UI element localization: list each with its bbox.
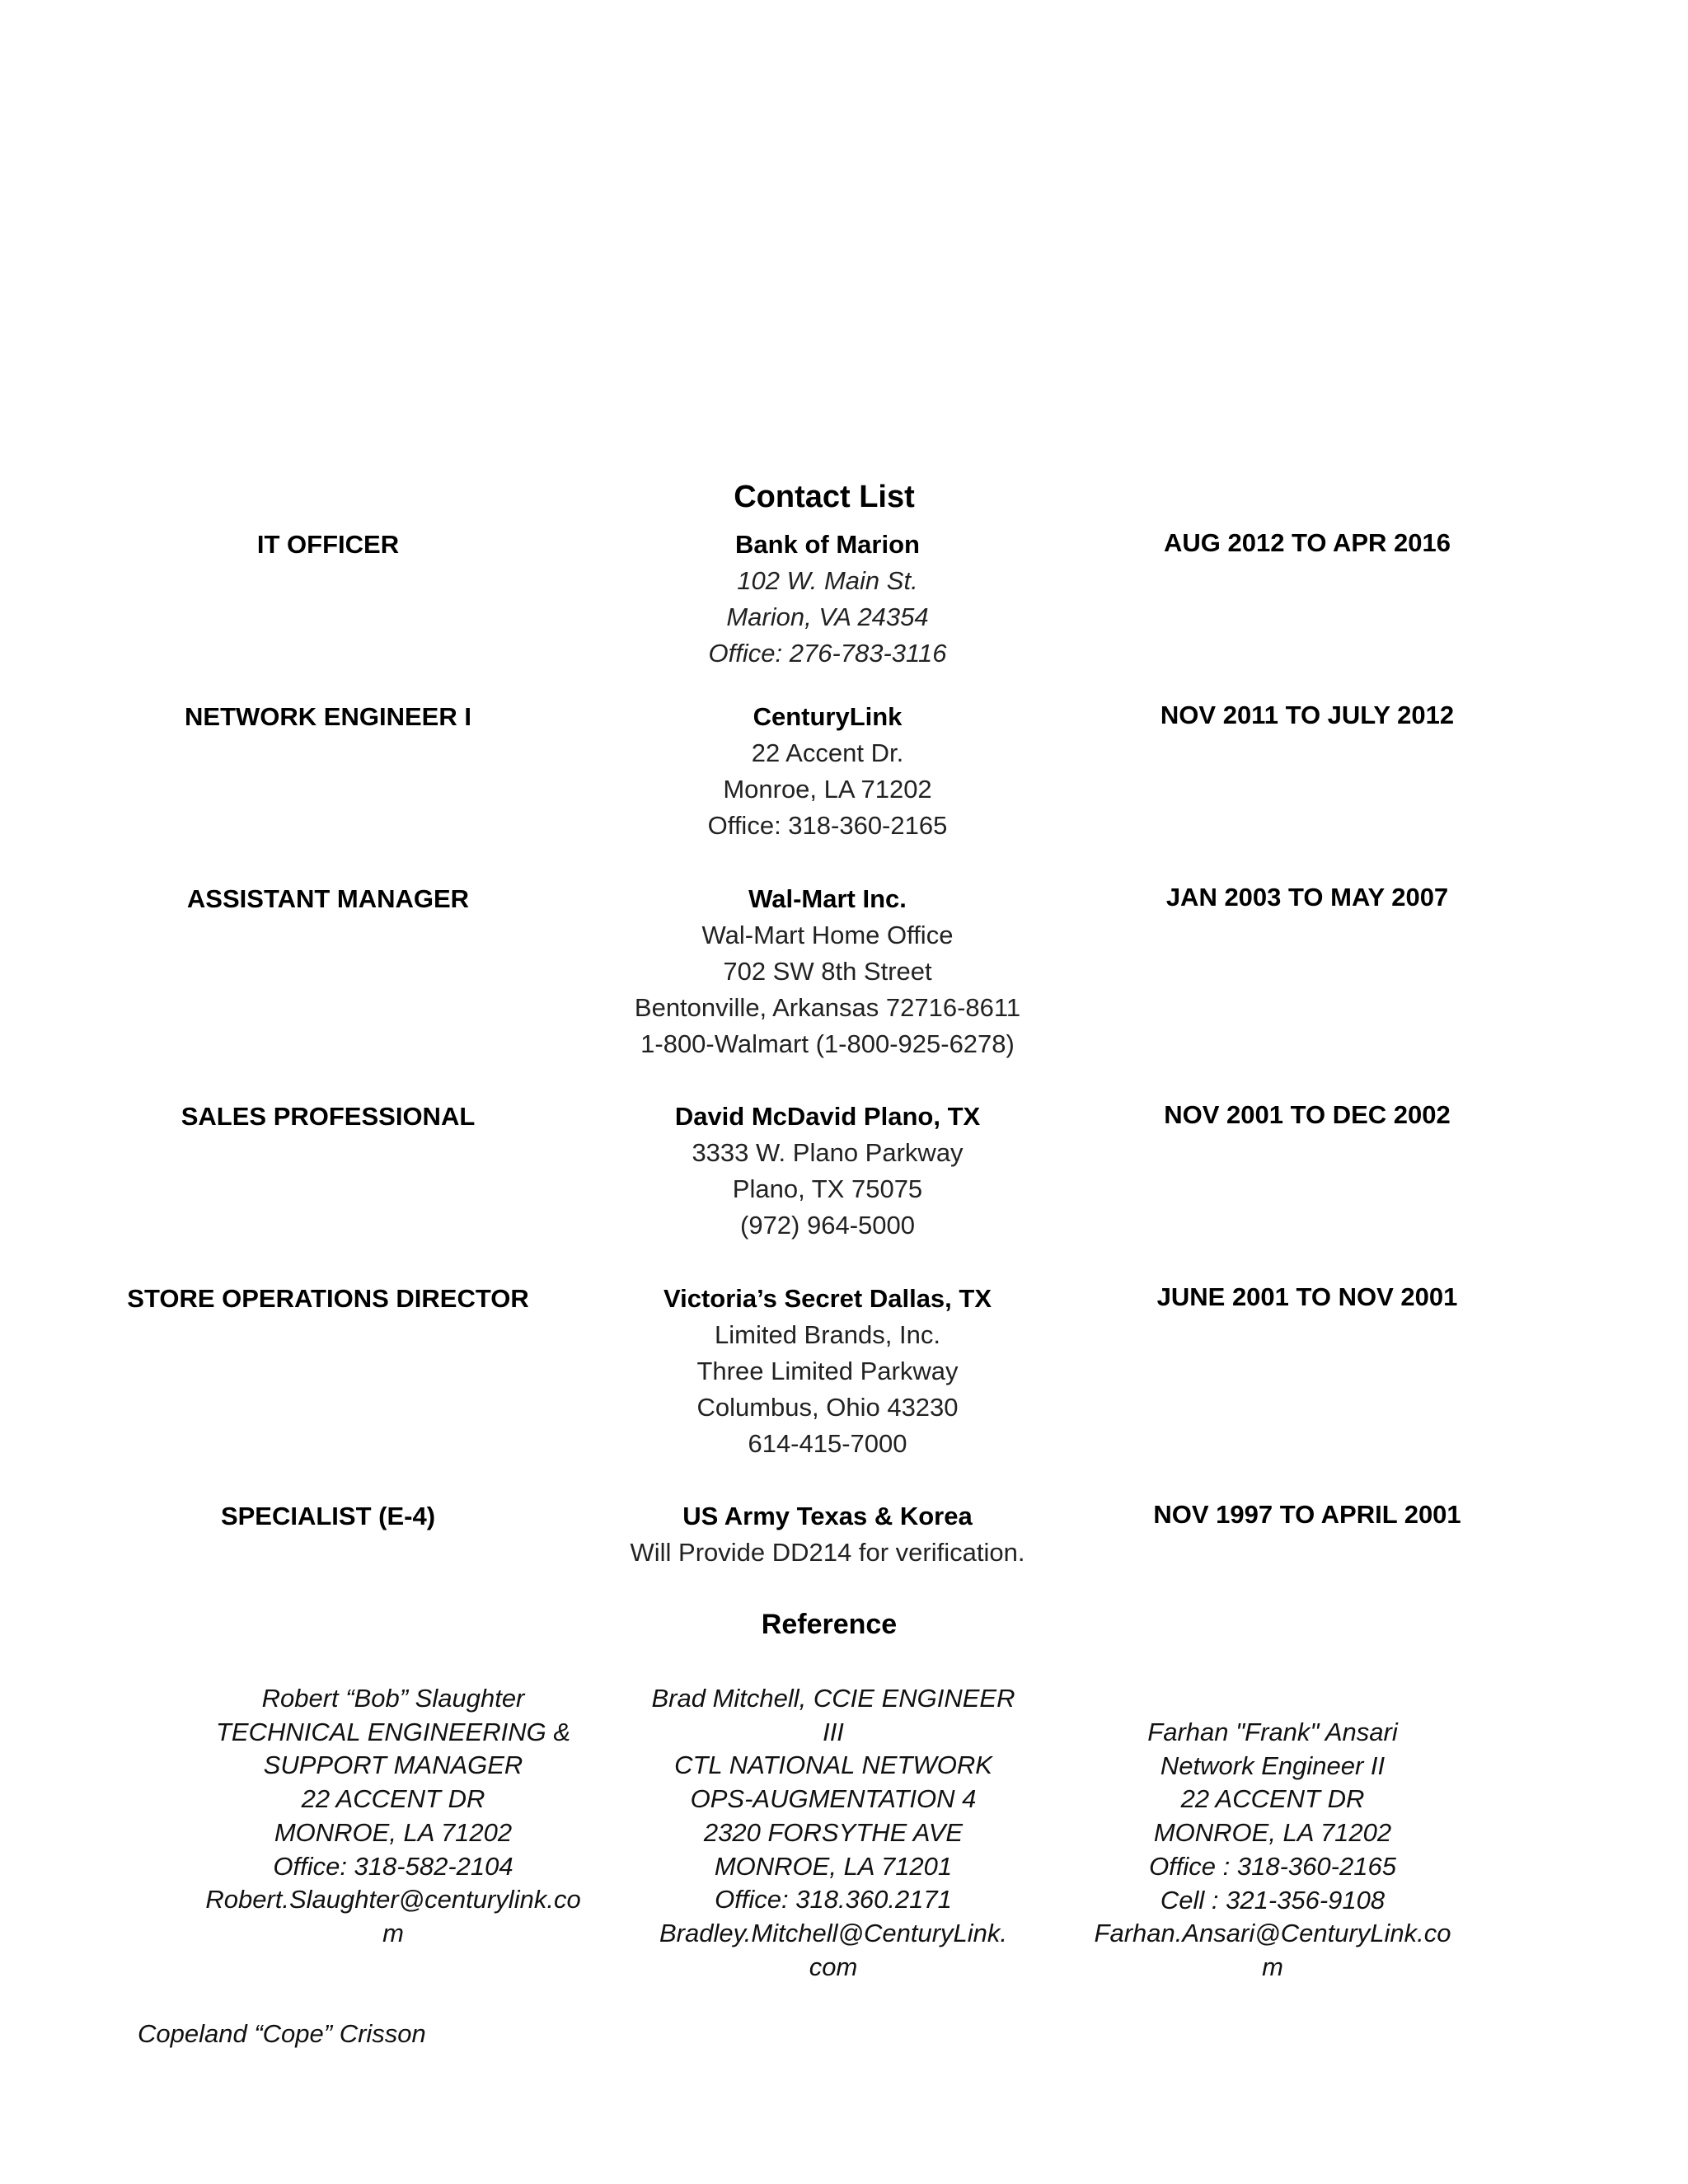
reference-line: Brad Mitchell, CCIE ENGINEER xyxy=(651,1684,1015,1713)
reference-line: TECHNICAL ENGINEERING & xyxy=(215,1717,571,1746)
reference-line: Office: 318.360.2171 xyxy=(715,1885,952,1915)
job-dates: NOV 2001 TO DEC 2002 xyxy=(1164,1100,1451,1129)
job-role: STORE OPERATIONS DIRECTOR xyxy=(127,1284,529,1313)
reference-line: CTL NATIONAL NETWORK xyxy=(674,1750,992,1780)
employer-address-line: Will Provide DD214 for verification. xyxy=(630,1538,1025,1567)
employer-address-line: 22 Accent Dr. xyxy=(751,738,904,767)
employer-name: Bank of Marion xyxy=(735,530,920,559)
employer-address-line: Columbus, Ohio 43230 xyxy=(696,1393,959,1422)
employer-block xyxy=(675,1099,980,1244)
employer-name: US Army Texas & Korea xyxy=(682,1502,973,1530)
contact-list-title: Contact List xyxy=(734,480,915,514)
reference-line: m xyxy=(382,1918,404,1947)
employer-name: CenturyLink xyxy=(753,702,903,731)
employer-block xyxy=(708,699,948,844)
employer-address-line: Marion, VA 24354 xyxy=(726,602,929,631)
job-role: NETWORK ENGINEER I xyxy=(185,702,471,731)
reference-line: MONROE, LA 71202 xyxy=(274,1817,513,1847)
reference-line: 22 ACCENT DR xyxy=(1180,1784,1365,1814)
employer-address-line: Wal-Mart Home Office xyxy=(701,921,954,949)
job-role: IT OFFICER xyxy=(256,530,400,559)
employer-block xyxy=(663,1281,992,1462)
reference-line: m xyxy=(1262,1952,1283,1981)
employer-address-line: (972) 964-5000 xyxy=(740,1211,915,1240)
reference-line: Office : 318-360-2165 xyxy=(1149,1851,1396,1881)
employer-address-line: Monroe, LA 71202 xyxy=(723,775,932,804)
reference-line: Office: 318-582-2104 xyxy=(273,1851,513,1881)
reference-line: MONROE, LA 71202 xyxy=(1153,1818,1392,1848)
job-role: SALES PROFESSIONAL xyxy=(181,1102,476,1131)
reference-line: Network Engineer II xyxy=(1160,1750,1386,1780)
reference-line: com xyxy=(809,1952,858,1981)
reference-line: Robert.Slaughter@centurylink.co xyxy=(205,1885,581,1915)
employer-address-line: Plano, TX 75075 xyxy=(732,1174,923,1203)
job-role: SPECIALIST (E-4) xyxy=(220,1502,436,1530)
job-role: ASSISTANT MANAGER xyxy=(186,884,470,913)
reference-line: 2320 FORSYTHE AVE xyxy=(703,1817,964,1847)
reference-line: Farhan.Ansari@CenturyLink.co xyxy=(1094,1919,1451,1948)
employer-block xyxy=(635,881,1020,1062)
reference-line: Cell : 321-356-9108 xyxy=(1160,1885,1386,1915)
employer-address-line: Office: 276-783-3116 xyxy=(708,639,947,668)
employer-address-line: 702 SW 8th Street xyxy=(723,957,932,986)
reference-line: 22 ACCENT DR xyxy=(301,1784,485,1814)
employer-address-line: Bentonville, Arkansas 72716-8611 xyxy=(634,993,1021,1022)
employer-address-line: 102 W. Main St. xyxy=(737,566,918,595)
reference-line: SUPPORT MANAGER xyxy=(263,1750,523,1780)
job-dates: JAN 2003 TO MAY 2007 xyxy=(1165,883,1449,912)
reference-entry xyxy=(205,1682,580,1951)
job-dates: AUG 2012 TO APR 2016 xyxy=(1163,528,1451,557)
employer-name: David McDavid Plano, TX xyxy=(674,1102,981,1131)
employer-address-line: 1-800-Walmart (1-800-925-6278) xyxy=(640,1029,1015,1058)
employer-address-line: 3333 W. Plano Parkway xyxy=(692,1138,964,1167)
reference-entry xyxy=(1095,1716,1451,1985)
employer-address-line: 614-415-7000 xyxy=(748,1429,907,1458)
reference-line: OPS-AUGMENTATION 4 xyxy=(690,1784,977,1814)
signature-name: Copeland “Cope” Crisson xyxy=(138,2019,426,2048)
reference-line: Robert “Bob” Slaughter xyxy=(261,1684,525,1713)
employer-name: Victoria’s Secret Dallas, TX xyxy=(663,1284,992,1313)
employer-block xyxy=(709,527,947,672)
reference-title: Reference xyxy=(761,1609,898,1640)
reference-line: MONROE, LA 71201 xyxy=(714,1851,953,1881)
reference-entry xyxy=(652,1682,1015,1984)
job-dates: NOV 1997 TO APRIL 2001 xyxy=(1153,1500,1461,1529)
employer-address-line: Three Limited Parkway xyxy=(696,1357,959,1385)
reference-line: Farhan "Frank" Ansari xyxy=(1147,1718,1398,1746)
employer-address-line: Limited Brands, Inc. xyxy=(715,1320,940,1349)
employer-address-line: Office: 318-360-2165 xyxy=(707,811,948,840)
employer-name: Wal-Mart Inc. xyxy=(748,884,907,913)
reference-line: Bradley.Mitchell@CenturyLink. xyxy=(659,1918,1007,1947)
job-dates: NOV 2011 TO JULY 2012 xyxy=(1160,701,1455,729)
employer-block xyxy=(631,1498,1025,1571)
reference-line: III xyxy=(823,1717,844,1746)
job-dates: JUNE 2001 TO NOV 2001 xyxy=(1156,1282,1458,1311)
